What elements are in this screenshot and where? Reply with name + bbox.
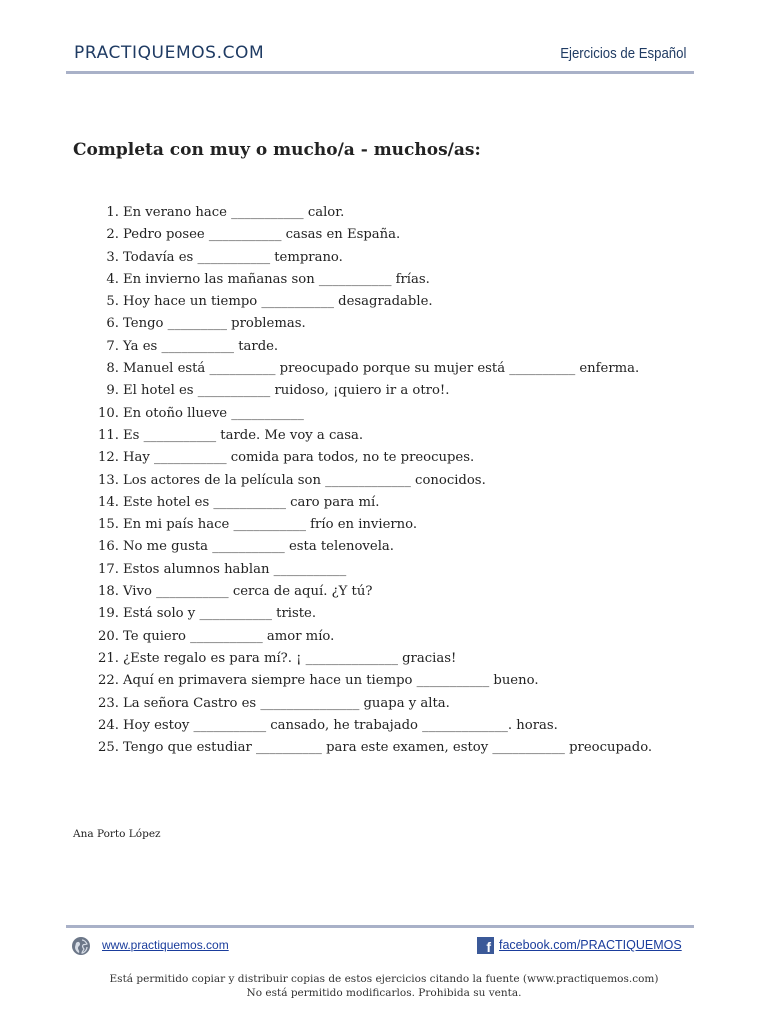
exercise-item-text: Tengo que estudiar __________ para este examen, estoy ___________ preocupado. [123, 740, 653, 756]
exercise-item [93, 536, 652, 558]
exercise-item-number: 21. [98, 650, 119, 666]
exercise-item-number: 1. [106, 205, 119, 220]
exercise-item-number: 9. [106, 383, 119, 399]
exercise-item-text: Hoy hace un tiempo ___________ desagradable. [123, 294, 433, 310]
exercise-item-text: En mi país hace ___________ frío en invierno. [123, 517, 418, 533]
exercise-item-number: 15. [98, 517, 119, 533]
exercise-item-number: 22. [98, 673, 119, 689]
exercise-item-number: 19. [98, 606, 119, 622]
exercise-item-number: 10. [98, 405, 119, 421]
exercise-title: Completa con muy o mucho/a - muchos/as: [73, 140, 481, 160]
exercise-item-number: 7. [106, 338, 119, 354]
exercise-item [93, 202, 652, 224]
exercise-item-number: 8. [106, 361, 119, 377]
exercise-item [93, 626, 652, 648]
exercise-item-text: Aquí en primavera siempre hace un tiempo ___________ bueno. [123, 673, 539, 689]
footer-divider [66, 925, 694, 928]
exercise-item [93, 670, 652, 692]
exercise-item [93, 737, 652, 759]
exercise-item-number: 12. [98, 450, 119, 466]
exercise-item [93, 559, 652, 581]
exercise-item [93, 693, 652, 715]
exercise-item [93, 603, 652, 625]
exercise-item [93, 269, 652, 291]
globe-icon [72, 937, 90, 955]
exercise-item [93, 380, 652, 402]
exercise-item-text: Está solo y ___________ triste. [123, 606, 317, 622]
exercise-item [93, 470, 652, 492]
exercise-item-text: Estos alumnos hablan ___________ [123, 561, 347, 577]
exercise-item-text: Vivo ___________ cerca de aquí. ¿Y tú? [123, 584, 373, 600]
exercise-item-text: Los actores de la película son _____________ conocidos. [123, 472, 486, 488]
exercise-item-text: Tengo _________ problemas. [123, 316, 306, 332]
exercise-item-text: En verano hace ___________ calor. [123, 205, 345, 220]
exercise-item-text: Todavía es ___________ temprano. [123, 249, 343, 265]
exercise-item [93, 492, 652, 514]
exercise-item-number: 23. [98, 695, 119, 711]
exercise-item [93, 403, 652, 425]
exercise-item [93, 648, 652, 670]
notice-line-2: No está permitido modificarlos. Prohibida su venta. [246, 987, 522, 999]
facebook-link[interactable]: facebook.com/PRACTIQUEMOS [499, 938, 682, 952]
exercise-item-number: 17. [98, 561, 119, 577]
exercise-item-text: Es ___________ tarde. Me voy a casa. [123, 427, 364, 443]
exercise-item [93, 514, 652, 536]
exercise-item-text: Pedro posee ___________ casas en España. [123, 227, 401, 243]
exercise-item [93, 581, 652, 603]
copyright-notice [0, 972, 768, 1000]
exercise-item-number: 18. [98, 584, 119, 600]
exercise-item [93, 336, 652, 358]
exercise-item [93, 358, 652, 380]
exercise-item-text: En otoño llueve ___________ [123, 405, 304, 421]
exercise-item-text: La señora Castro es _______________ guapa y alta. [123, 695, 450, 711]
facebook-icon: f [477, 937, 494, 954]
exercise-item-number: 25. [98, 740, 119, 756]
exercise-item-text: No me gusta ___________ esta telenovela. [123, 539, 394, 555]
exercise-item-number: 14. [98, 494, 119, 510]
exercise-item-number: 16. [98, 539, 119, 555]
exercise-item-number: 5. [106, 294, 119, 310]
exercise-item-text: ¿Este regalo es para mí?. ¡ ______________ gracias! [123, 650, 457, 666]
exercise-item-text: Te quiero ___________ amor mío. [123, 628, 335, 644]
exercise-item-text: Manuel está __________ preocupado porque su mujer está __________ enferma. [123, 361, 640, 377]
website-link[interactable]: www.practiquemos.com [102, 938, 229, 952]
exercise-item [93, 715, 652, 737]
exercise-list [93, 202, 652, 759]
exercise-item [93, 447, 652, 469]
exercise-item [93, 247, 652, 269]
exercise-item-number: 20. [98, 628, 119, 644]
exercise-item-number: 6. [106, 316, 119, 332]
author-name: Ana Porto López [73, 828, 161, 840]
exercise-item [93, 291, 652, 313]
header-divider [66, 71, 694, 74]
notice-line-1: Está permitido copiar y distribuir copias de estos ejercicios citando la fuente (www.practiquemos.com) [109, 973, 659, 985]
exercise-item-text: El hotel es ___________ ruidoso, ¡quiero ir a otro!. [123, 383, 450, 399]
exercise-item-number: 2. [106, 227, 119, 243]
exercise-item-number: 11. [98, 427, 119, 443]
exercise-item-number: 13. [98, 472, 119, 488]
exercise-item-text: En invierno las mañanas son ___________ frías. [123, 271, 430, 287]
exercise-item [93, 224, 652, 246]
exercise-item [93, 313, 652, 335]
brand-logo-text: PRACTIQUEMOS.COM [74, 43, 265, 63]
exercise-item [93, 425, 652, 447]
exercise-item-text: Ya es ___________ tarde. [123, 338, 279, 354]
header-subtitle: Ejercicios de Español [559, 45, 686, 62]
exercise-item-number: 24. [98, 717, 119, 733]
exercise-item-text: Hoy estoy ___________ cansado, he trabajado _____________. horas. [123, 717, 558, 733]
exercise-item-number: 3. [106, 249, 119, 265]
exercise-item-text: Este hotel es ___________ caro para mí. [123, 494, 380, 510]
exercise-item-text: Hay ___________ comida para todos, no te preocupes. [123, 450, 475, 466]
exercise-item-number: 4. [106, 271, 119, 287]
